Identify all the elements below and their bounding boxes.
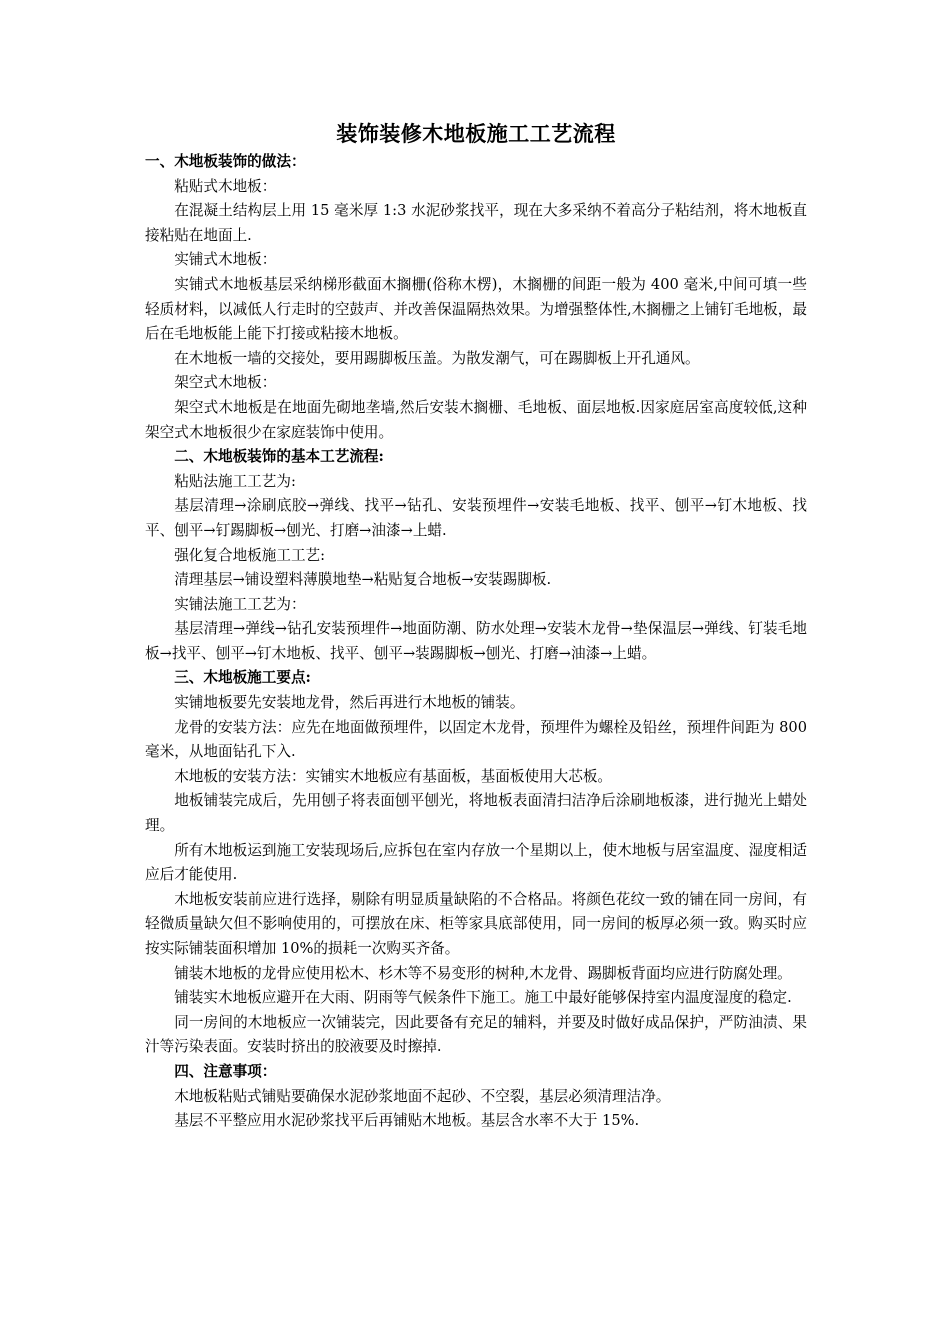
paragraph: 木地板粘贴式铺贴要确保水泥砂浆地面不起砂、不空裂，基层必须清理洁净。	[174, 1087, 671, 1105]
document-body	[145, 150, 807, 1134]
section-heading: 二、木地板装饰的基本工艺流程:	[174, 448, 384, 466]
section-heading: 四、注意事项：	[174, 1062, 277, 1080]
section-heading: 三、木地板施工要点:	[174, 669, 311, 687]
paragraph: 粘贴法施工工艺为:	[174, 472, 296, 490]
paragraph: 清理基层→铺设塑料薄膜地垫→粘贴复合地板→安装踢脚板.	[174, 571, 552, 589]
paragraph: 铺装木地板的龙骨应使用松木、杉木等不易变形的树种,木龙骨、踢脚板背面均应进行防腐处理。	[174, 964, 792, 982]
paragraph: 在木地板一墙的交接处，要用踢脚板压盖。为散发潮气，可在踢脚板上开孔通风。	[174, 349, 700, 367]
paragraph: 粘贴式木地板：	[174, 177, 277, 195]
paragraph: 所有木地板运到施工安装现场后,应拆包在室内存放一个星期以上，使木地板与居室温度、湿度相适应后才能使用.	[145, 841, 807, 884]
paragraph: 木地板安装前应进行选择，剔除有明显质量缺陷的不合格品。将颜色花纹一致的铺在同一房间，有轻微质量缺欠但不影响使用的，可摆放在床、柜等家具底部使用，同一房间的板厚必须一致。购买时应按实际铺装面积增加 10%的损耗一次购买齐备。	[145, 890, 807, 957]
paragraph: 基层不平整应用水泥砂浆找平后再铺贴木地板。基层含水率不大于 15%.	[174, 1112, 640, 1130]
paragraph: 基层清理→弹线→钻孔安装预埋件→地面防潮、防水处理→安装木龙骨→垫保温层→弹线、钉装毛地板→找平、刨平→钉木地板、找平、刨平→装踢脚板→刨光、打磨→油漆→上蜡。	[145, 620, 807, 662]
paragraph: 实铺式木地板基层采纳梯形截面木搁栅(俗称木楞)，木搁栅的间距一般为 400 毫米,中间可填一些轻质材料，以减低人行走时的空鼓声、并改善保温隔热效果。为增强整体性,木搁栅之上铺钉毛地板，最后在毛地板能上能下打接或粘接木地板。	[145, 275, 807, 343]
paragraph: 实铺地板要先安装地龙骨，然后再进行木地板的铺装。	[174, 694, 525, 712]
paragraph: 铺装实木地板应避开在大雨、阴雨等气候条件下施工。施工中最好能够保持室内温度湿度的稳定.	[174, 989, 792, 1007]
paragraph: 架空式木地板是在地面先砌地垄墙,然后安装木搁栅、毛地板、面层地板.因家庭居室高度较低,这种架空式木地板很少在家庭装饰中使用。	[145, 398, 807, 441]
paragraph: 强化复合地板施工工艺:	[174, 546, 326, 564]
paragraph: 在混凝土结构层上用 15 毫米厚 1:3 水泥砂浆找平，现在大多采纳不着高分子粘结剂，将木地板直接粘贴在地面上.	[145, 202, 807, 244]
paragraph: 龙骨的安装方法：应先在地面做预埋件，以固定木龙骨，预埋件为螺栓及铅丝，预埋件间距为 800 毫米，从地面钻孔下入.	[145, 718, 807, 761]
paragraph: 架空式木地板：	[174, 374, 277, 392]
paragraph: 地板铺装完成后，先用刨子将表面刨平刨光，将地板表面清扫洁净后涂刷地板漆，进行抛光上蜡处理。	[145, 792, 807, 835]
paragraph: 基层清理→涂刷底胶→弹线、找平→钻孔、安装预埋件→安装毛地板、找平、刨平→钉木地板、找平、刨平→钉踢脚板→刨光、打磨→油漆→上蜡.	[145, 497, 807, 539]
document-page	[145, 118, 807, 1134]
paragraph: 同一房间的木地板应一次铺装完，因此要备有充足的辅料，并要及时做好成品保护，严防油渍、果汁等污染表面。安装时挤出的胶液要及时擦掉.	[145, 1013, 807, 1056]
paragraph: 实铺式木地板：	[174, 251, 277, 269]
section-heading: 一、木地板装饰的做法：	[145, 153, 306, 170]
paragraph: 实铺法施工工艺为：	[174, 595, 306, 613]
paragraph: 木地板的安装方法：实铺实木地板应有基面板，基面板使用大芯板。	[174, 767, 613, 785]
document-title: 装饰装修木地板施工工艺流程	[336, 121, 616, 146]
